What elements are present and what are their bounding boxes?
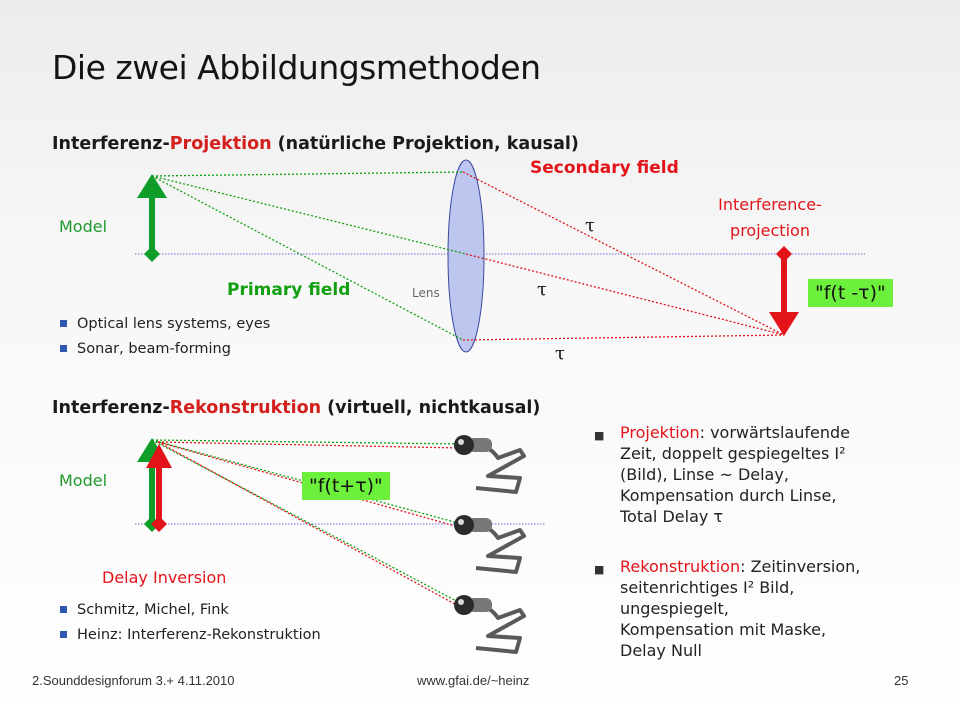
- model-label-1: Model: [59, 217, 108, 236]
- lens-shape: [448, 160, 484, 352]
- bullet-square-icon: [60, 345, 67, 352]
- bullet-square-icon: [60, 606, 67, 613]
- list-item: Heinz: Interferenz-Rekonstruktion: [60, 627, 321, 643]
- footer-event: 2.Sounddesignforum 3.+ 4.11.2010: [32, 673, 235, 688]
- interference-line2: projection: [730, 221, 810, 240]
- page-number: 25: [894, 673, 909, 688]
- bullet-square-icon: [60, 631, 67, 638]
- footer-url[interactable]: www.gfai.de/~heinz: [417, 673, 530, 688]
- right-bullet-reconstruction: ■ Rekonstruktion: Zeitinversion, seitenrichtiges I² Bild, ungespiegelt, Kompensation mit Maske, Delay Null: [594, 557, 861, 660]
- tau-label-3: τ: [555, 343, 565, 364]
- right-bullet-projection: ■ Projektion: vorwärtslaufende Zeit, doppelt gespiegeltes I² (Bild), Linse ~ Delay, Kompensation durch Linse, Total Delay τ: [594, 423, 850, 526]
- tau-label-2: τ: [537, 279, 547, 300]
- secondary-ray-bottom: [463, 335, 784, 340]
- reconstruction-keyword: Rekonstruktion: [620, 557, 741, 576]
- formula-projection: "f(t -τ)": [808, 279, 893, 307]
- microphone-icon-2: [454, 515, 524, 572]
- delay-inversion-label: Delay Inversion: [102, 568, 227, 587]
- secondary-field-label: Secondary field: [530, 158, 679, 178]
- section1-heading-post: (natürliche Projektion, kausal): [271, 134, 579, 154]
- list-item: Schmitz, Michel, Fink: [60, 602, 229, 618]
- section1-heading-pre: Interferenz-: [52, 134, 170, 154]
- interference-projection-label: [700, 192, 840, 244]
- section2-heading-post: (virtuell, nichtkausal): [321, 398, 541, 418]
- section2-heading-keyword: Rekonstruktion: [169, 398, 322, 418]
- section2-heading: [52, 398, 540, 418]
- microphone-icon-3: [454, 595, 524, 652]
- lens-label: Lens: [412, 286, 440, 300]
- model-label-2: Model: [59, 471, 108, 490]
- microphone-icon-1: [454, 435, 524, 492]
- section1-heading-keyword: Projektion: [169, 134, 272, 154]
- bullet-square-icon: ■: [594, 429, 605, 442]
- formula-reconstruction: "f(t+τ)": [302, 472, 390, 500]
- interference-line1: Interference-: [718, 195, 822, 214]
- primary-ray-top: [152, 172, 463, 176]
- primary-ray-mid: [152, 176, 466, 254]
- list-item: Optical lens systems, eyes: [60, 316, 270, 332]
- list-item: Sonar, beam-forming: [60, 341, 231, 357]
- bullet-square-icon: ■: [594, 563, 605, 576]
- bullet-square-icon: [60, 320, 67, 327]
- tau-label-1: τ: [585, 215, 595, 236]
- primary-field-label: Primary field: [227, 280, 351, 300]
- model-arrow-1: [137, 174, 167, 262]
- image-arrow-1: [769, 246, 799, 336]
- projection-keyword: Projektion: [620, 423, 700, 442]
- section2-heading-pre: Interferenz-: [52, 398, 170, 418]
- page-title: Die zwei Abbildungsmethoden: [52, 48, 541, 87]
- secondary-ray-mid: [466, 254, 784, 335]
